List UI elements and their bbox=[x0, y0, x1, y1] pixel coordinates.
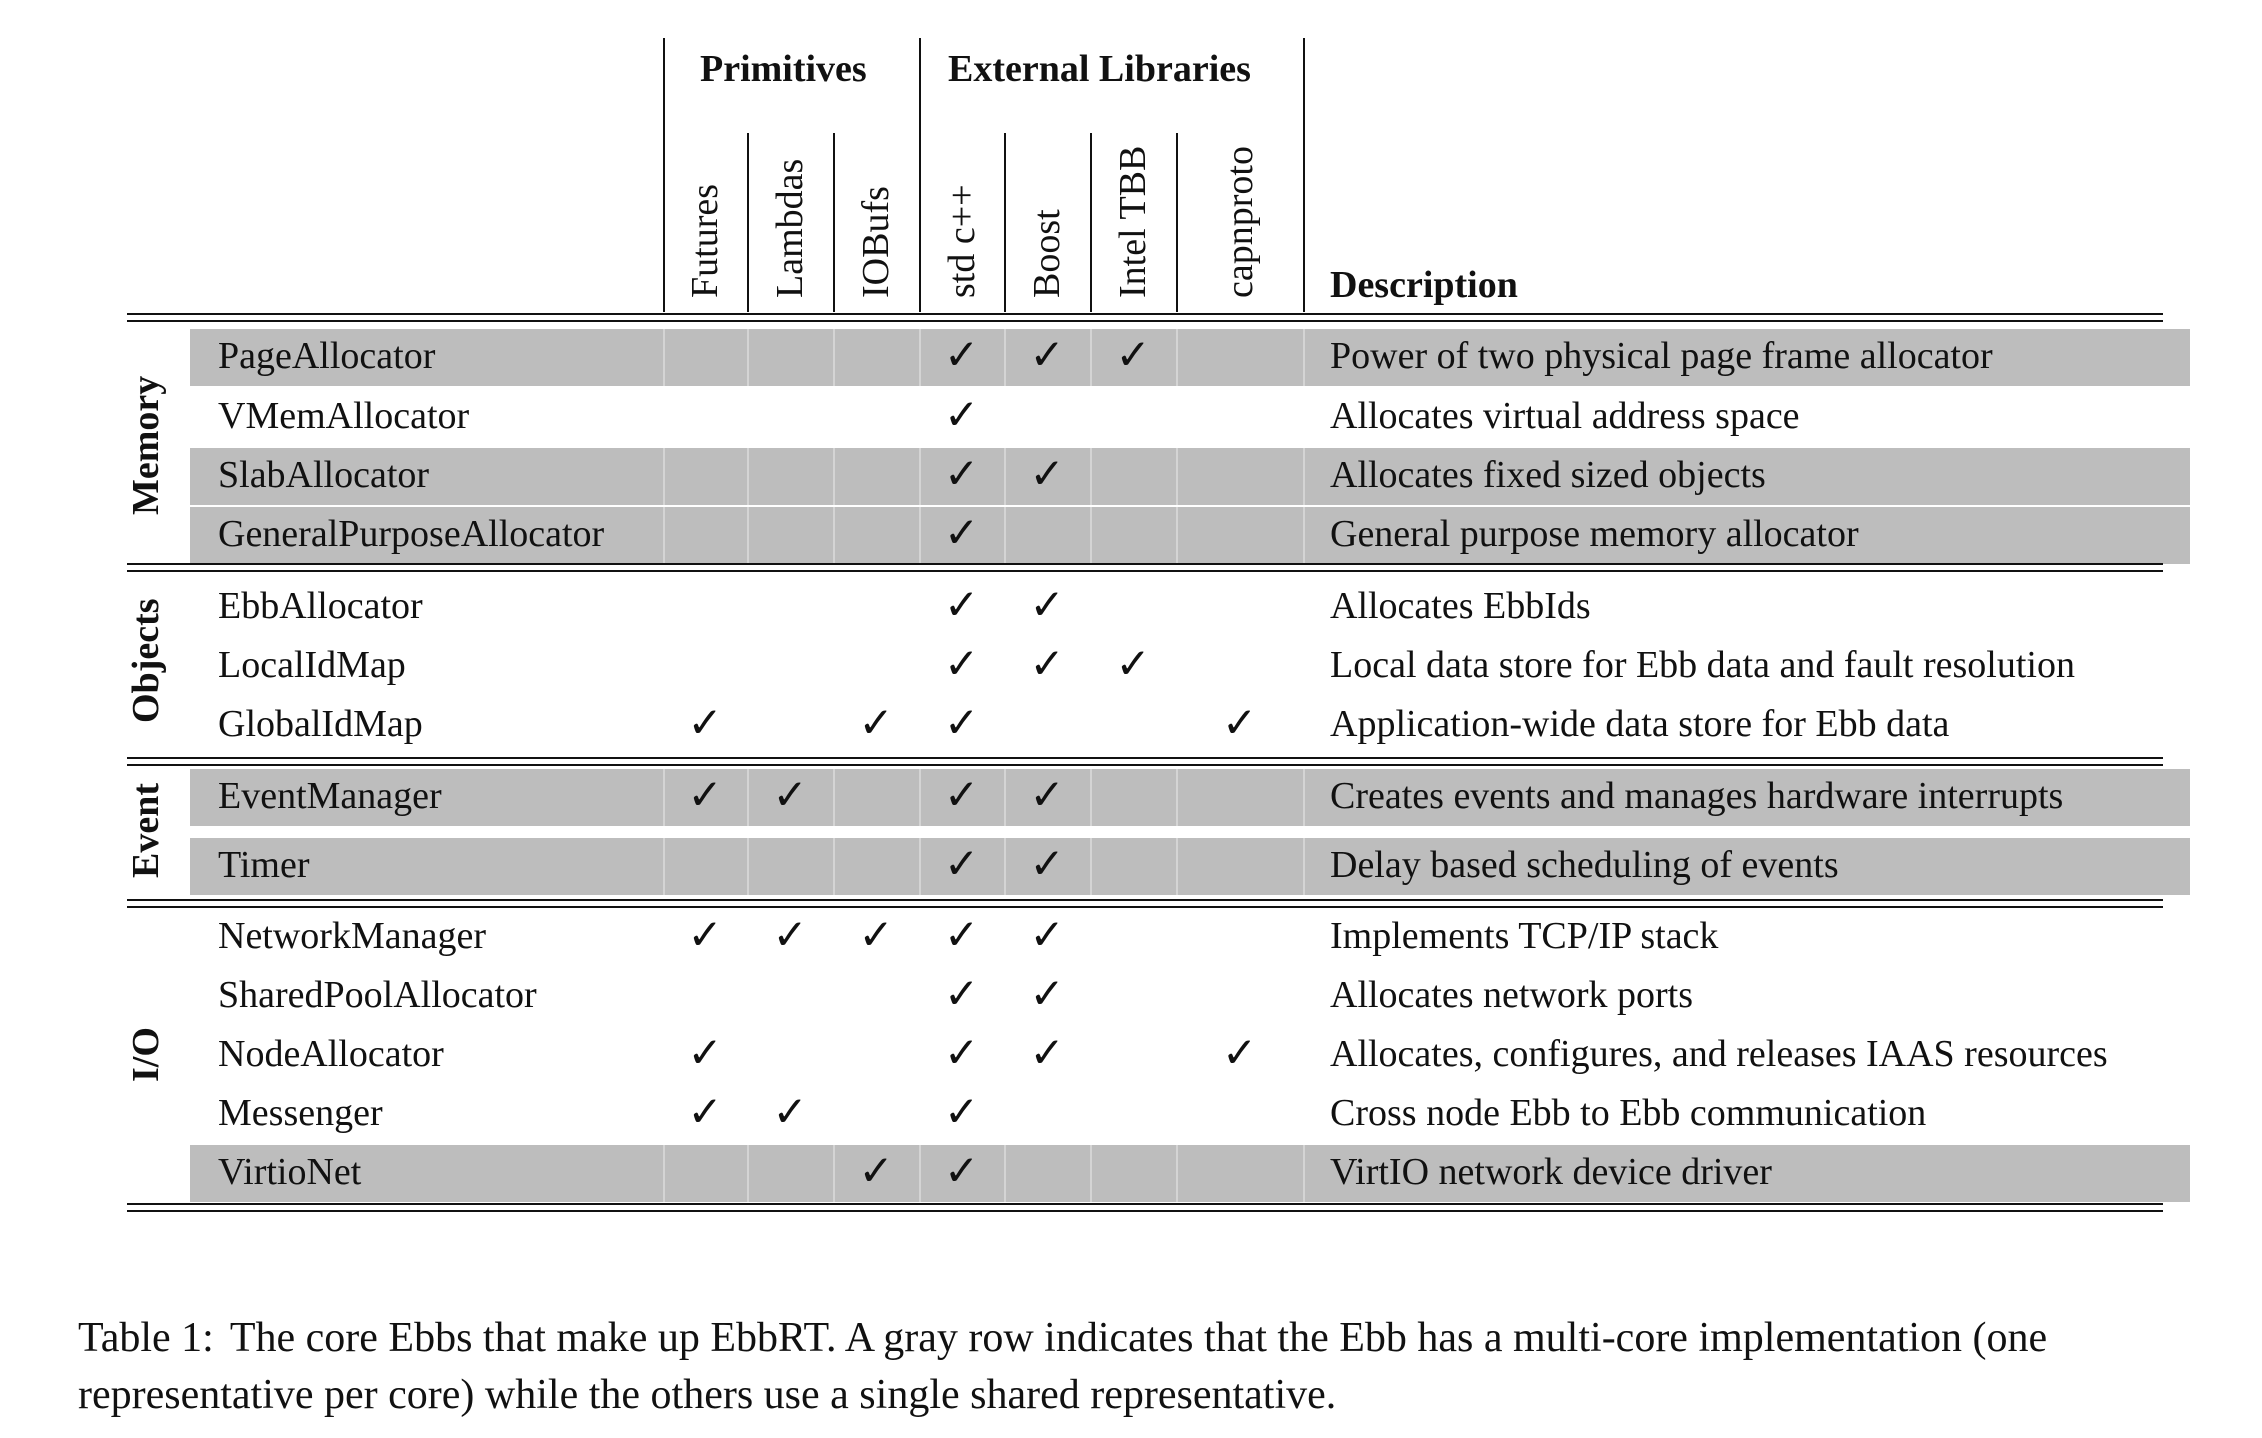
row-name: EbbAllocator bbox=[218, 585, 423, 627]
row-name: NodeAllocator bbox=[218, 1033, 444, 1075]
check-mark: ✓ bbox=[772, 770, 808, 819]
check-mark: ✓ bbox=[858, 1146, 894, 1195]
check-mark: ✓ bbox=[1029, 580, 1065, 629]
caption-label: Table 1: bbox=[78, 1315, 214, 1361]
row-description: General purpose memory allocator bbox=[1330, 513, 1859, 555]
table-rule bbox=[127, 899, 2163, 901]
check-mark: ✓ bbox=[944, 839, 980, 888]
row-name: Messenger bbox=[218, 1092, 383, 1134]
column-header-intel-tbb: Intel TBB bbox=[1112, 145, 1154, 298]
check-mark: ✓ bbox=[1029, 770, 1065, 819]
check-mark: ✓ bbox=[944, 639, 980, 688]
table-rule bbox=[127, 313, 2163, 315]
check-mark: ✓ bbox=[687, 770, 723, 819]
header-column-rule bbox=[1004, 133, 1006, 312]
table-rule bbox=[127, 563, 2163, 565]
table-rule bbox=[127, 570, 2163, 572]
check-mark: ✓ bbox=[1029, 969, 1065, 1018]
table-rule bbox=[127, 764, 2163, 766]
check-mark: ✓ bbox=[858, 698, 894, 747]
body-column-rule bbox=[833, 318, 835, 1208]
check-mark: ✓ bbox=[772, 1087, 808, 1136]
row-name: LocalIdMap bbox=[218, 644, 406, 686]
check-mark: ✓ bbox=[944, 449, 980, 498]
header-column-rule bbox=[833, 133, 835, 312]
check-mark: ✓ bbox=[944, 698, 980, 747]
check-mark: ✓ bbox=[944, 330, 980, 379]
row-description: Creates events and manages hardware interrupts bbox=[1330, 775, 2064, 817]
header-column-rule bbox=[747, 133, 749, 312]
row-description: Application-wide data store for Ebb data bbox=[1330, 703, 1950, 745]
header-column-rule bbox=[663, 38, 665, 312]
row-description: Allocates, configures, and releases IAAS resources bbox=[1330, 1033, 2108, 1075]
category-label-objects: Objects bbox=[125, 597, 167, 723]
check-mark: ✓ bbox=[1029, 910, 1065, 959]
multicore-row-shade bbox=[190, 838, 2190, 895]
row-name: VirtioNet bbox=[218, 1151, 362, 1193]
row-name: NetworkManager bbox=[218, 915, 487, 957]
column-header-futures: Futures bbox=[684, 184, 726, 298]
column-header-description: Description bbox=[1330, 264, 1518, 306]
row-name: GlobalIdMap bbox=[218, 703, 423, 745]
table-caption bbox=[78, 1310, 2228, 1424]
check-mark: ✓ bbox=[1222, 698, 1258, 747]
check-mark: ✓ bbox=[944, 508, 980, 557]
row-name: SharedPoolAllocator bbox=[218, 974, 537, 1016]
body-column-rule bbox=[663, 318, 665, 1208]
check-mark: ✓ bbox=[1029, 1028, 1065, 1077]
check-mark: ✓ bbox=[944, 969, 980, 1018]
check-mark: ✓ bbox=[1029, 330, 1065, 379]
body-column-rule bbox=[1303, 318, 1305, 1208]
row-name: Timer bbox=[218, 844, 310, 886]
check-mark: ✓ bbox=[1115, 330, 1151, 379]
header-column-rule bbox=[1176, 133, 1178, 312]
row-description: Allocates fixed sized objects bbox=[1330, 454, 1766, 496]
category-label-memory: Memory bbox=[125, 375, 167, 515]
check-mark: ✓ bbox=[687, 1087, 723, 1136]
row-description: Allocates network ports bbox=[1330, 974, 1694, 1016]
row-description: Delay based scheduling of events bbox=[1330, 844, 1839, 886]
check-mark: ✓ bbox=[1115, 639, 1151, 688]
column-header-std-c-: std c++ bbox=[940, 184, 983, 298]
check-mark: ✓ bbox=[944, 390, 980, 439]
row-description: Power of two physical page frame allocator bbox=[1330, 335, 1993, 377]
row-name: GeneralPurposeAllocator bbox=[218, 513, 605, 555]
row-description: Local data store for Ebb data and fault resolution bbox=[1330, 644, 2075, 686]
category-label-i-o: I/O bbox=[125, 1026, 167, 1082]
row-name: SlabAllocator bbox=[218, 454, 430, 496]
row-name: EventManager bbox=[218, 775, 442, 817]
group-header-external-libraries: External Libraries bbox=[948, 48, 1251, 90]
table-rule bbox=[127, 906, 2163, 908]
check-mark: ✓ bbox=[1222, 1028, 1258, 1077]
check-mark: ✓ bbox=[944, 910, 980, 959]
check-mark: ✓ bbox=[944, 580, 980, 629]
column-header-iobufs: IOBufs bbox=[855, 186, 897, 298]
body-column-rule bbox=[1090, 318, 1092, 1208]
body-column-rule bbox=[747, 318, 749, 1208]
row-description: Allocates EbbIds bbox=[1330, 585, 1591, 627]
check-mark: ✓ bbox=[944, 1146, 980, 1195]
column-header-capnproto: capnproto bbox=[1218, 146, 1261, 298]
row-description: Cross node Ebb to Ebb communication bbox=[1330, 1092, 1927, 1134]
check-mark: ✓ bbox=[687, 698, 723, 747]
column-header-lambdas: Lambdas bbox=[769, 158, 811, 298]
row-description: Allocates virtual address space bbox=[1330, 395, 1800, 437]
table-rule bbox=[127, 320, 2163, 322]
caption-text: The core Ebbs that make up EbbRT. A gray row indicates that the Ebb has a multi-core implementation (one representative per core) while the others use a single shared representative. bbox=[78, 1315, 2048, 1418]
check-mark: ✓ bbox=[687, 1028, 723, 1077]
multicore-row-shade bbox=[190, 448, 2190, 505]
group-header-primitives: Primitives bbox=[700, 48, 867, 90]
table-rule bbox=[127, 1210, 2163, 1212]
check-mark: ✓ bbox=[944, 1028, 980, 1077]
check-mark: ✓ bbox=[1029, 639, 1065, 688]
check-mark: ✓ bbox=[944, 770, 980, 819]
check-mark: ✓ bbox=[1029, 839, 1065, 888]
header-column-rule bbox=[1303, 38, 1305, 312]
table-rule bbox=[127, 1203, 2163, 1205]
header-column-rule bbox=[919, 38, 921, 312]
body-column-rule bbox=[1176, 318, 1178, 1208]
row-description: VirtIO network device driver bbox=[1330, 1151, 1772, 1193]
multicore-row-shade bbox=[190, 1145, 2190, 1202]
check-mark: ✓ bbox=[687, 910, 723, 959]
header-column-rule bbox=[1090, 133, 1092, 312]
check-mark: ✓ bbox=[944, 1087, 980, 1136]
check-mark: ✓ bbox=[858, 910, 894, 959]
body-column-rule bbox=[919, 318, 921, 1208]
row-name: PageAllocator bbox=[218, 335, 436, 377]
table-rule bbox=[127, 757, 2163, 759]
check-mark: ✓ bbox=[772, 910, 808, 959]
column-header-boost: Boost bbox=[1026, 209, 1068, 298]
category-label-event: Event bbox=[125, 782, 167, 878]
body-column-rule bbox=[1004, 318, 1006, 1208]
row-name: VMemAllocator bbox=[218, 395, 470, 437]
check-mark: ✓ bbox=[1029, 449, 1065, 498]
row-description: Implements TCP/IP stack bbox=[1330, 915, 1719, 957]
